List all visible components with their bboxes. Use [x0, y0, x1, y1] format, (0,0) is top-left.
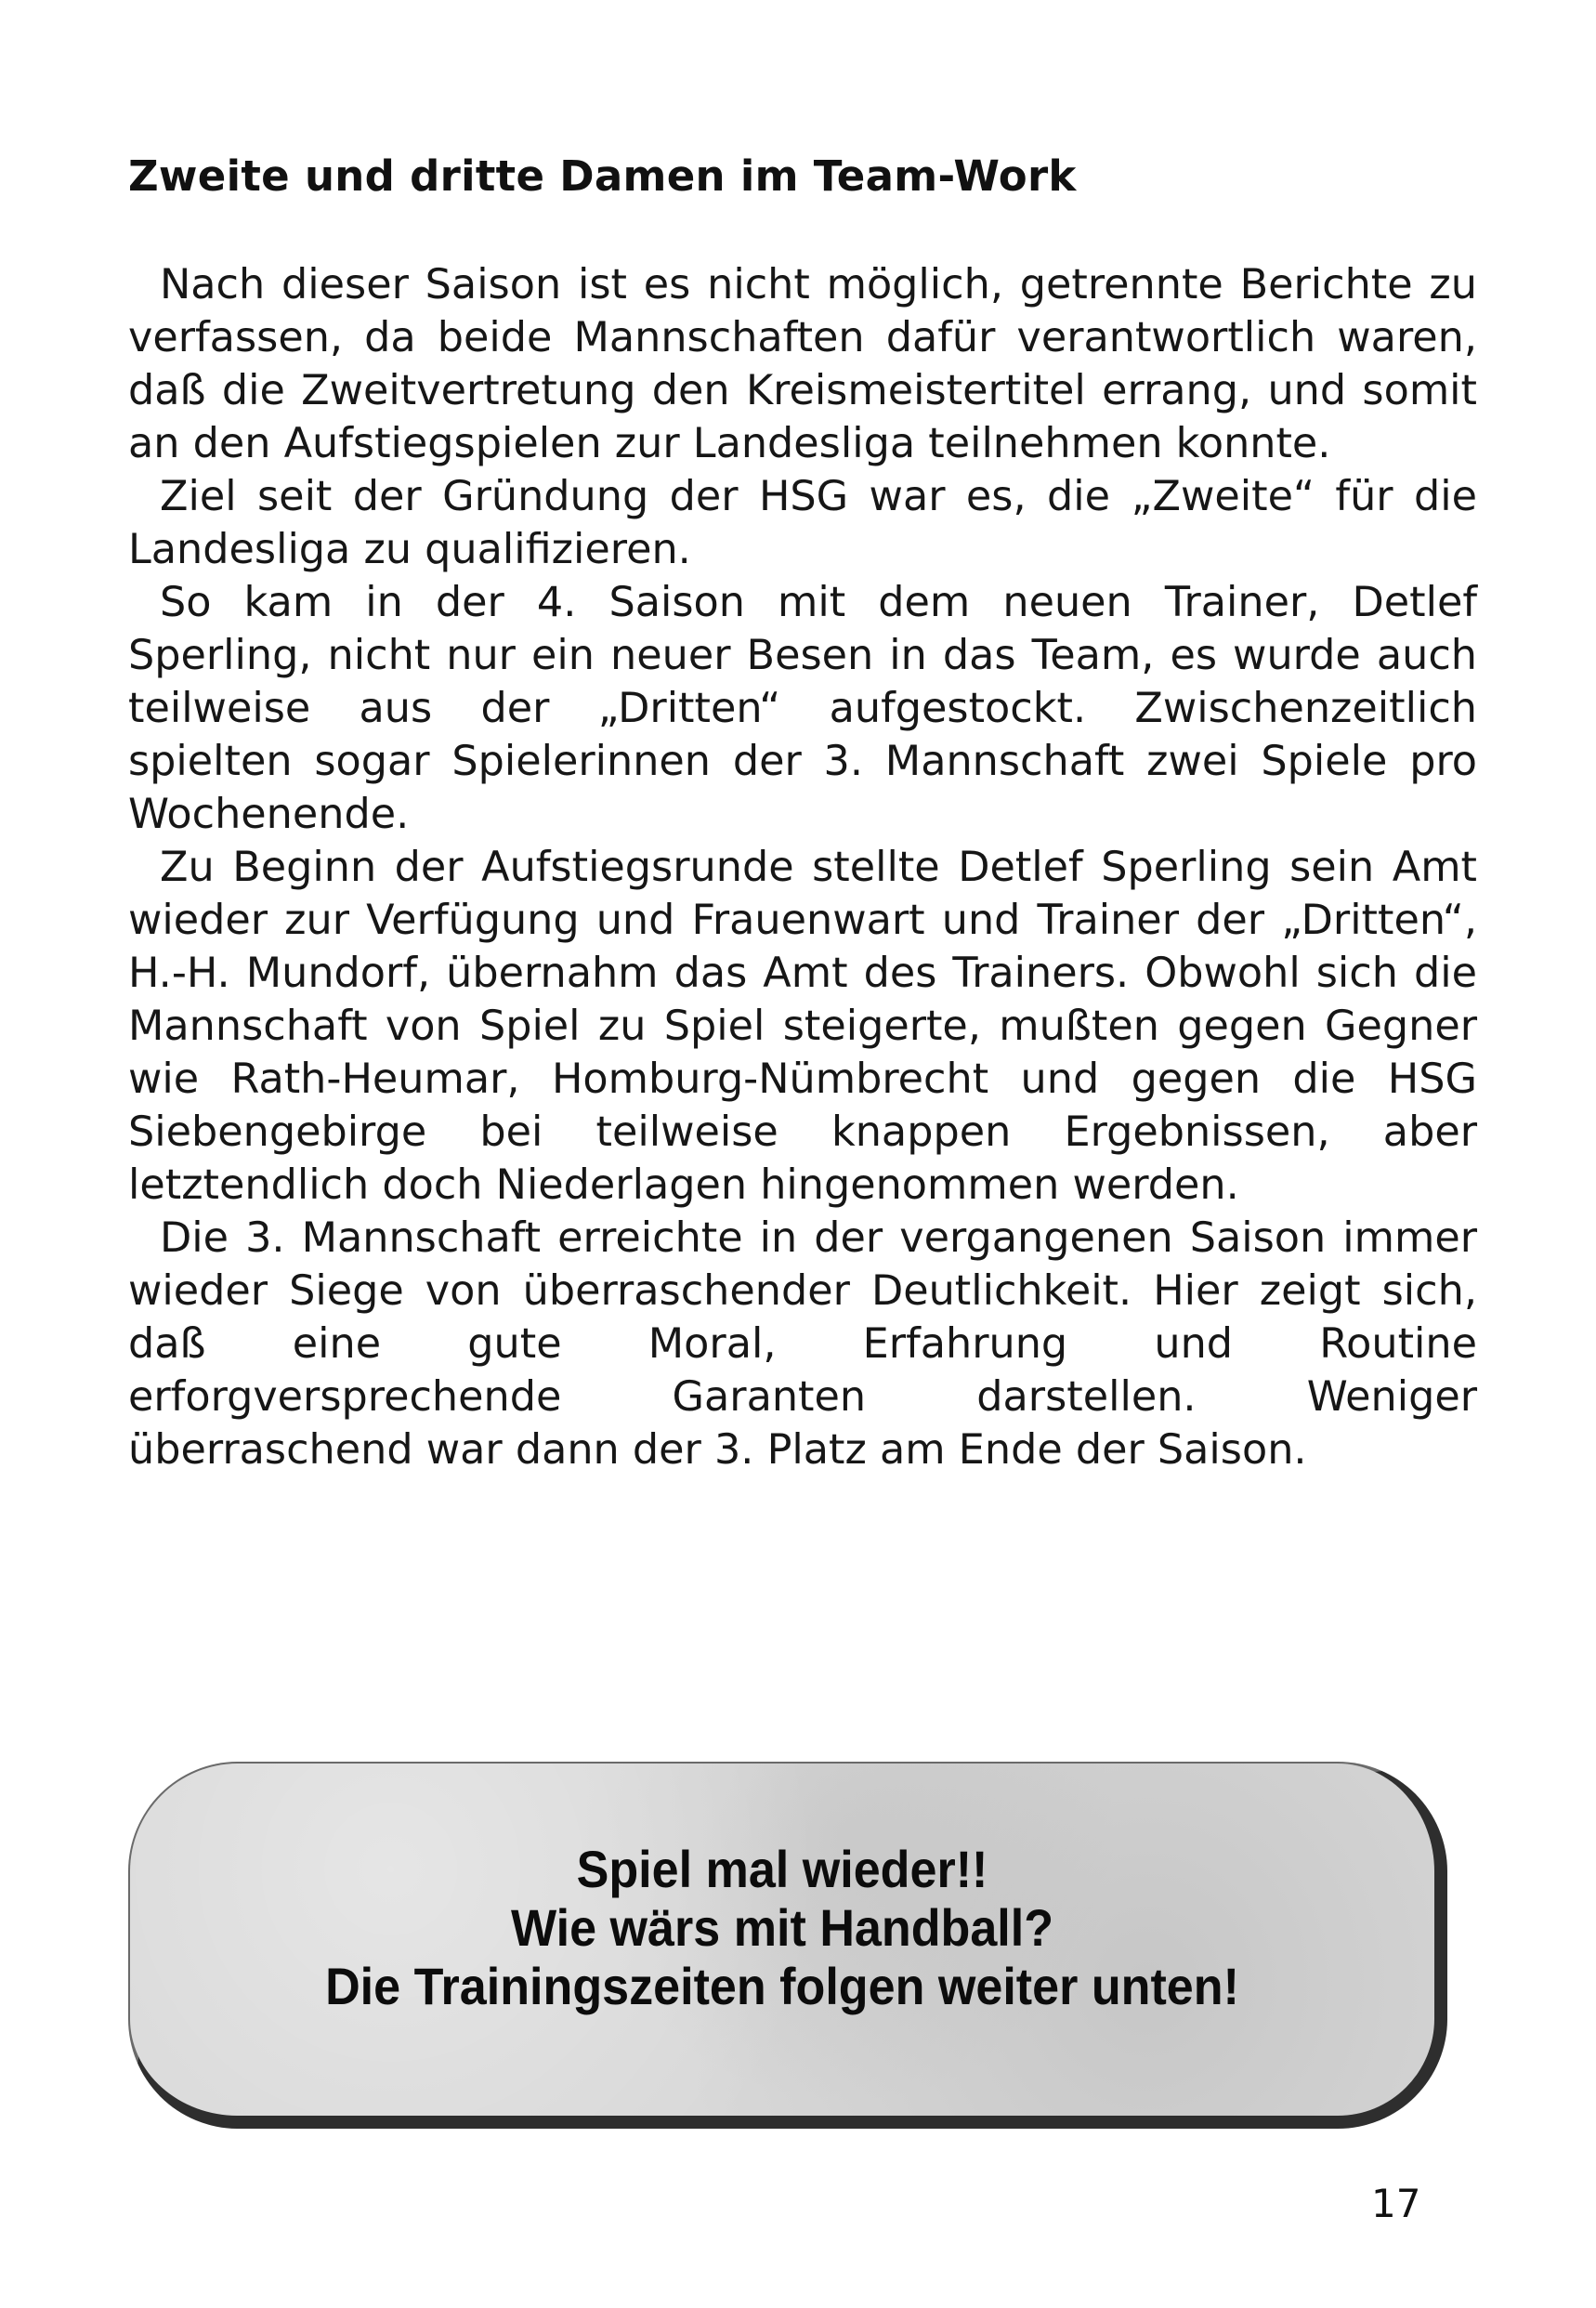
promo-line-2: Wie wärs mit Handball?: [510, 1898, 1054, 1957]
promo-line-3: Die Trainingszeiten folgen weiter unten!: [325, 1957, 1239, 2015]
article-title: Zweite und dritte Damen im Team-Work: [128, 151, 1077, 201]
paragraph-2: Ziel seit der Gründung der HSG war es, die „Zweite“ für die Landesliga zu qualifizieren.: [128, 473, 1477, 573]
promo-banner-text: [176, 1840, 1389, 2015]
paragraph-1: Nach dieser Saison ist es nicht möglich, getrennte Berichte zu verfassen, da beide Mannschaften dafür verantwortlich waren, daß die Zweitvertretung den Kreismeistertitel errang, und somit an den Aufstiegspielen zur Landesliga teilnehmen konnte.: [128, 261, 1477, 467]
paragraph-5: Die 3. Mannschaft erreichte in der vergangenen Saison immer wieder Siege von überraschender Deutlichkeit. Hier zeigt sich, daß eine gute Moral, Erfahrung und Routine erforgversprechende Garanten darstellen. Weniger überraschend war dann der 3. Platz am Ende der Saison.: [128, 1214, 1477, 1474]
article-body: [128, 258, 1477, 1476]
paragraph-3: So kam in der 4. Saison mit dem neuen Trainer, Detlef Sperling, nicht nur ein neuer Besen in das Team, es wurde auch teilweise aus der „Dritten“ aufgestockt. Zwischenzeitlich spielten sogar Spielerinnen der 3. Mannschaft zwei Spiele pro Wochenende.: [128, 579, 1477, 838]
promo-banner: [128, 1762, 1447, 2129]
page-number: 17: [1371, 2181, 1421, 2226]
paragraph-4: Zu Beginn der Aufstiegsrunde stellte Detlef Sperling sein Amt wieder zur Verfügung und Frauenwart und Trainer der „Dritten“, H.-H. Mundorf, übernahm das Amt des Trainers. Obwohl sich die Mannschaft von Spiel zu Spiel steigerte, mußten gegen Gegner wie Rath-Heumar, Homburg-Nümbrecht und gegen die HSG Siebengebirge bei teilweise knappen Ergebnissen, aber letztendlich doch Niederlagen hingenommen werden.: [128, 844, 1477, 1209]
promo-line-1: Spiel mal wieder!!: [576, 1840, 988, 1898]
